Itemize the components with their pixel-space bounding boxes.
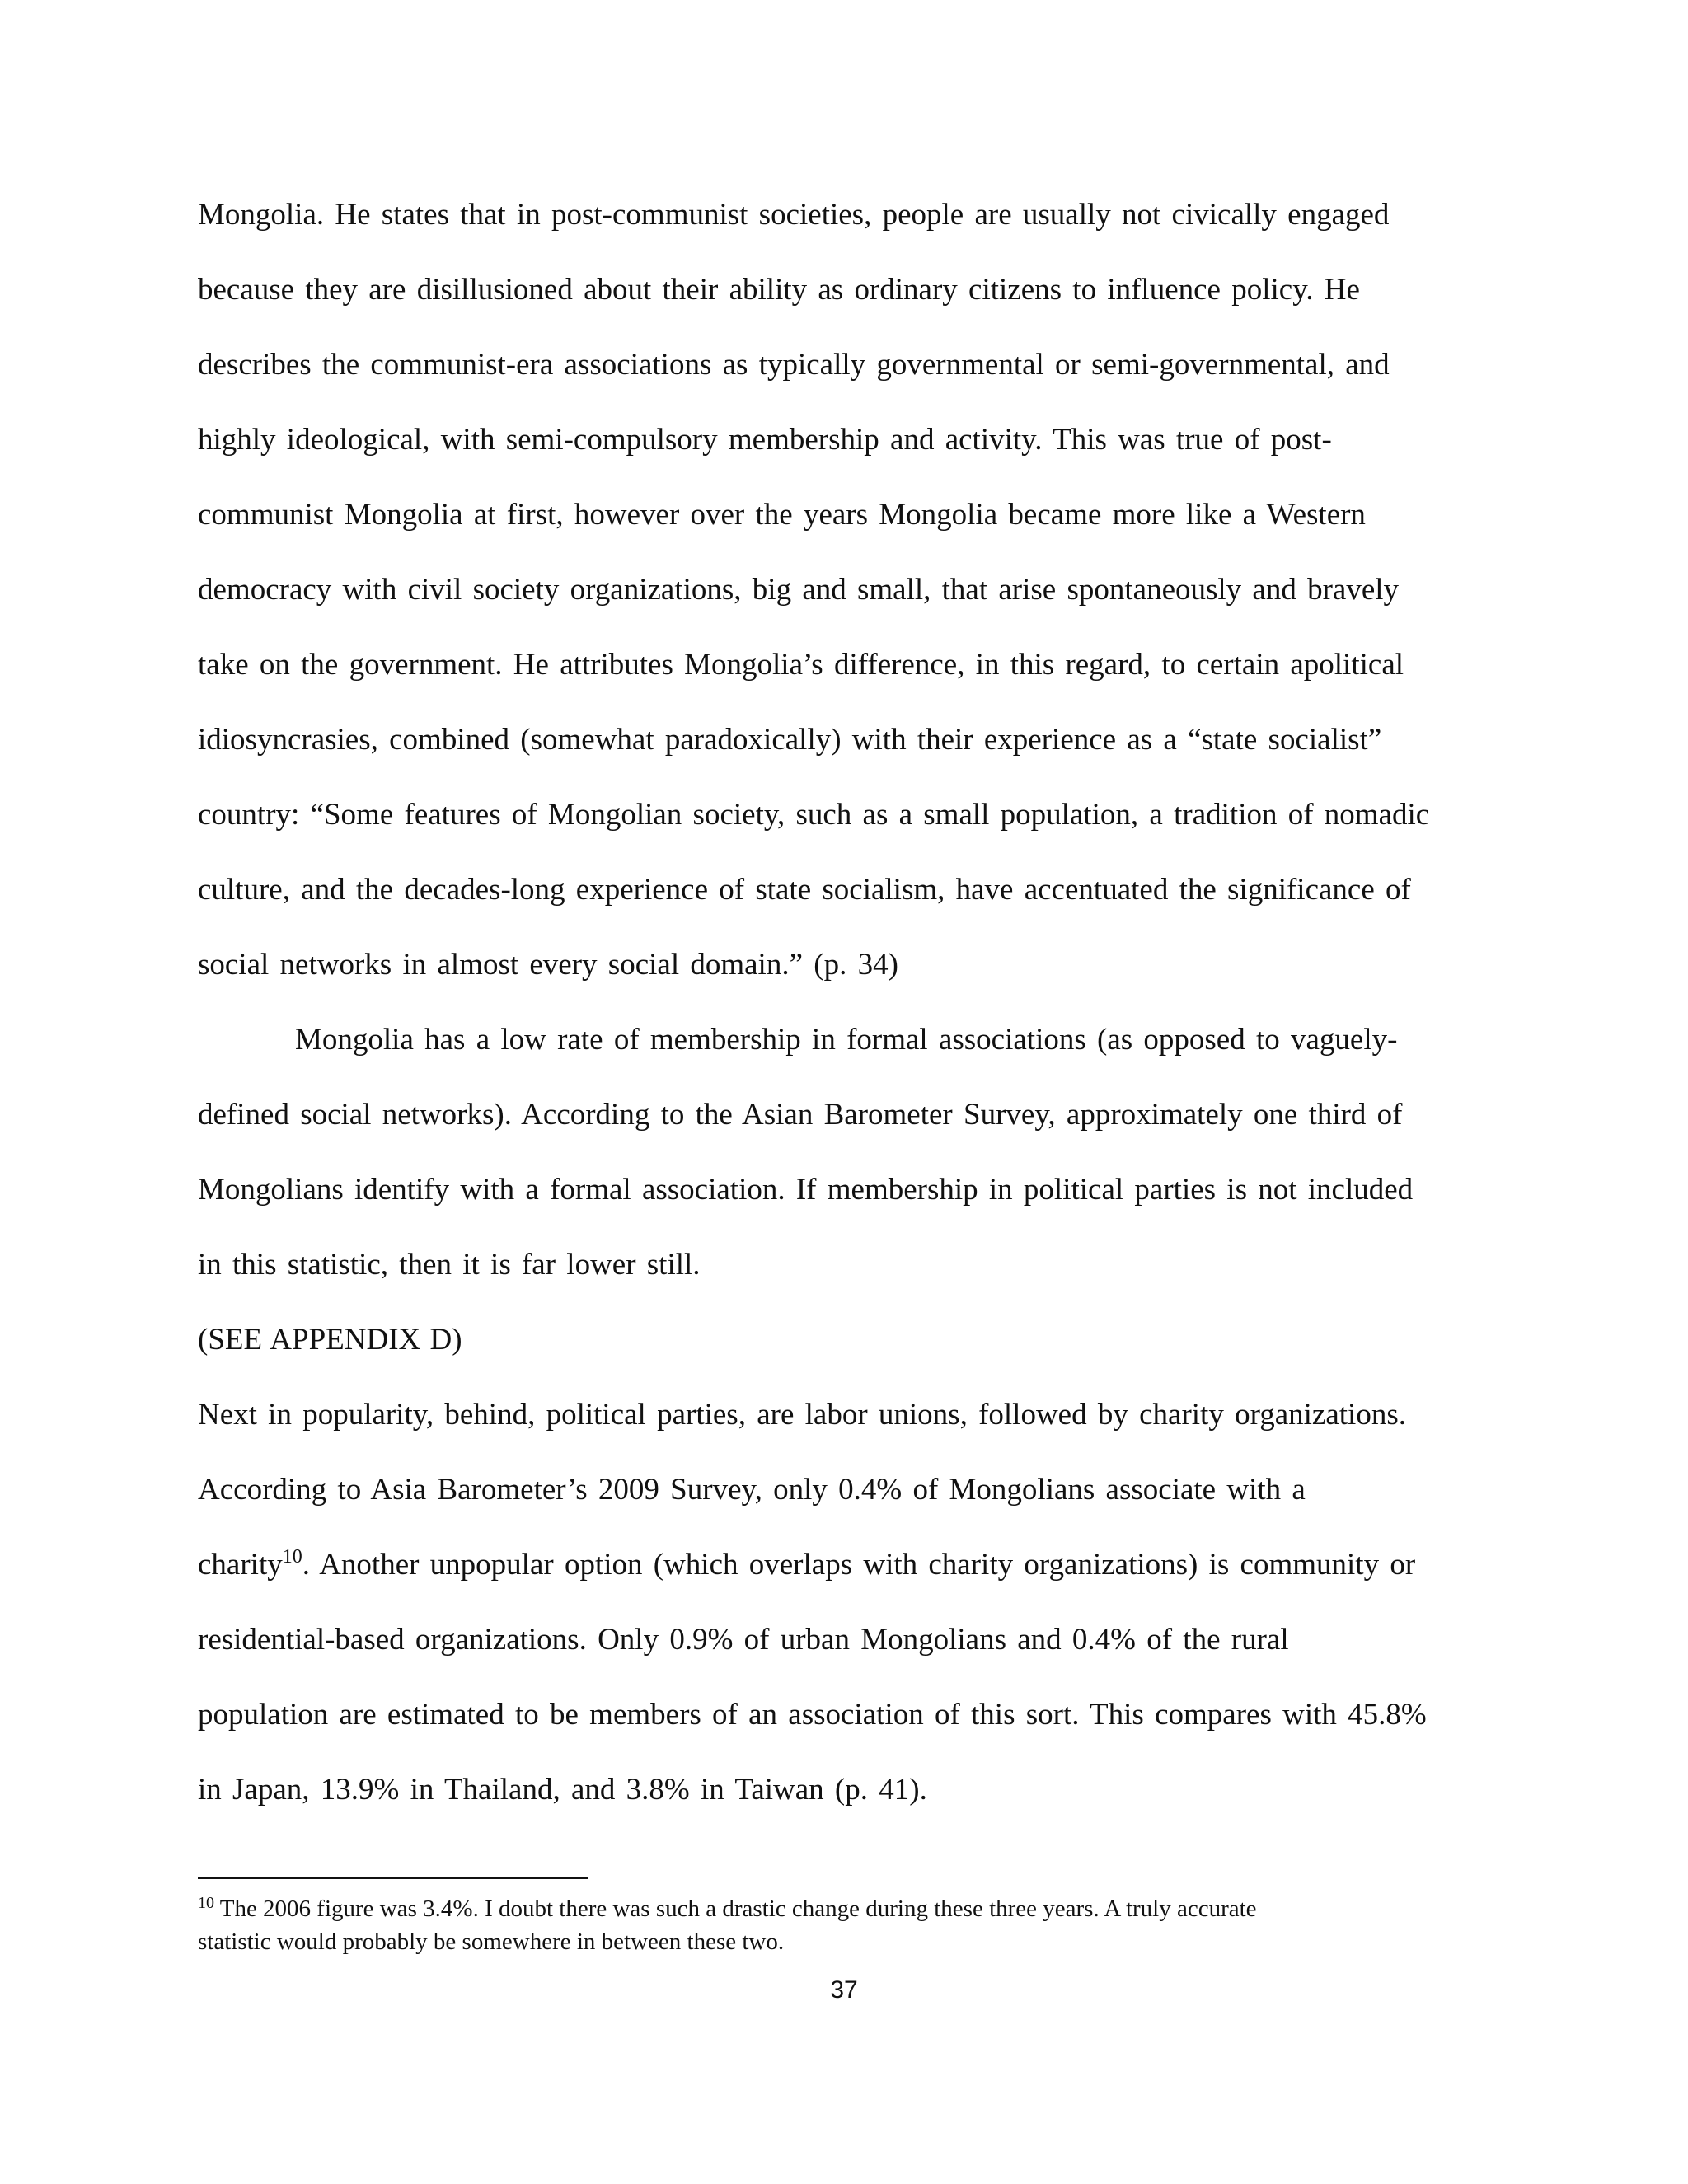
body-text-line: idiosyncrasies, combined (somewhat paradoxically) with their experience as a “state socialist”	[198, 723, 1382, 757]
body-text-line: in Japan, 13.9% in Thailand, and 3.8% in Taiwan (p. 41).	[198, 1773, 927, 1807]
body-text-line-with-footnote	[198, 1544, 1415, 1586]
body-text-fragment: . Another unpopular option (which overlaps with charity organizations) is community or	[302, 1548, 1416, 1582]
body-text-line: because they are disillusioned about their ability as ordinary citizens to influence policy. He	[198, 273, 1360, 307]
footnote-text	[198, 1892, 1257, 1925]
footnote-marker: 10	[198, 1894, 214, 1912]
body-text-line: in this statistic, then it is far lower still.	[198, 1248, 701, 1282]
footnote-separator	[198, 1877, 588, 1879]
body-text-line: According to Asia Barometer’s 2009 Survey, only 0.4% of Mongolians associate with a	[198, 1473, 1306, 1507]
body-text-line: defined social networks). According to the Asian Barometer Survey, approximately one third of	[198, 1098, 1403, 1132]
body-text-line: take on the government. He attributes Mongolia’s difference, in this regard, to certain apolitical	[198, 648, 1404, 682]
body-text-fragment: charity	[198, 1548, 283, 1582]
body-text-line: Next in popularity, behind, political parties, are labor unions, followed by charity organizations.	[198, 1398, 1406, 1432]
body-text-line: Mongolia. He states that in post-communist societies, people are usually not civically engaged	[198, 198, 1390, 232]
body-text-line: social networks in almost every social domain.” (p. 34)	[198, 948, 898, 982]
footnote-line: The 2006 figure was 3.4%. I doubt there was such a drastic change during these three years. A truly accurate	[214, 1896, 1257, 1922]
appendix-reference: (SEE APPENDIX D)	[198, 1323, 462, 1357]
body-text-line: culture, and the decades-long experience of state socialism, have accentuated the significance of	[198, 873, 1411, 907]
body-text-line: Mongolians identify with a formal association. If membership in political parties is not included	[198, 1173, 1414, 1207]
body-text-line: describes the communist-era associations as typically governmental or semi-governmental, and	[198, 348, 1390, 382]
body-text-line: highly ideological, with semi-compulsory membership and activity. This was true of post-	[198, 423, 1332, 457]
paragraph-first-line: Mongolia has a low rate of membership in formal associations (as opposed to vaguely-	[295, 1023, 1398, 1057]
footnote-line: statistic would probably be somewhere in between these two.	[198, 1929, 785, 1955]
body-text-line: democracy with civil society organizations, big and small, that arise spontaneously and bravely	[198, 573, 1400, 607]
body-text-line: population are estimated to be members of an association of this sort. This compares with 45.8%	[198, 1698, 1427, 1732]
body-text-line: communist Mongolia at first, however over the years Mongolia became more like a Western	[198, 498, 1366, 532]
page-number: 37	[830, 1976, 858, 2004]
footnote-text	[198, 1925, 784, 1958]
body-text-line: country: “Some features of Mongolian society, such as a small population, a tradition of nomadic	[198, 798, 1430, 832]
footnote-reference[interactable]: 10	[282, 1546, 302, 1568]
body-text-line: residential-based organizations. Only 0.9% of urban Mongolians and 0.4% of the rural	[198, 1623, 1289, 1657]
